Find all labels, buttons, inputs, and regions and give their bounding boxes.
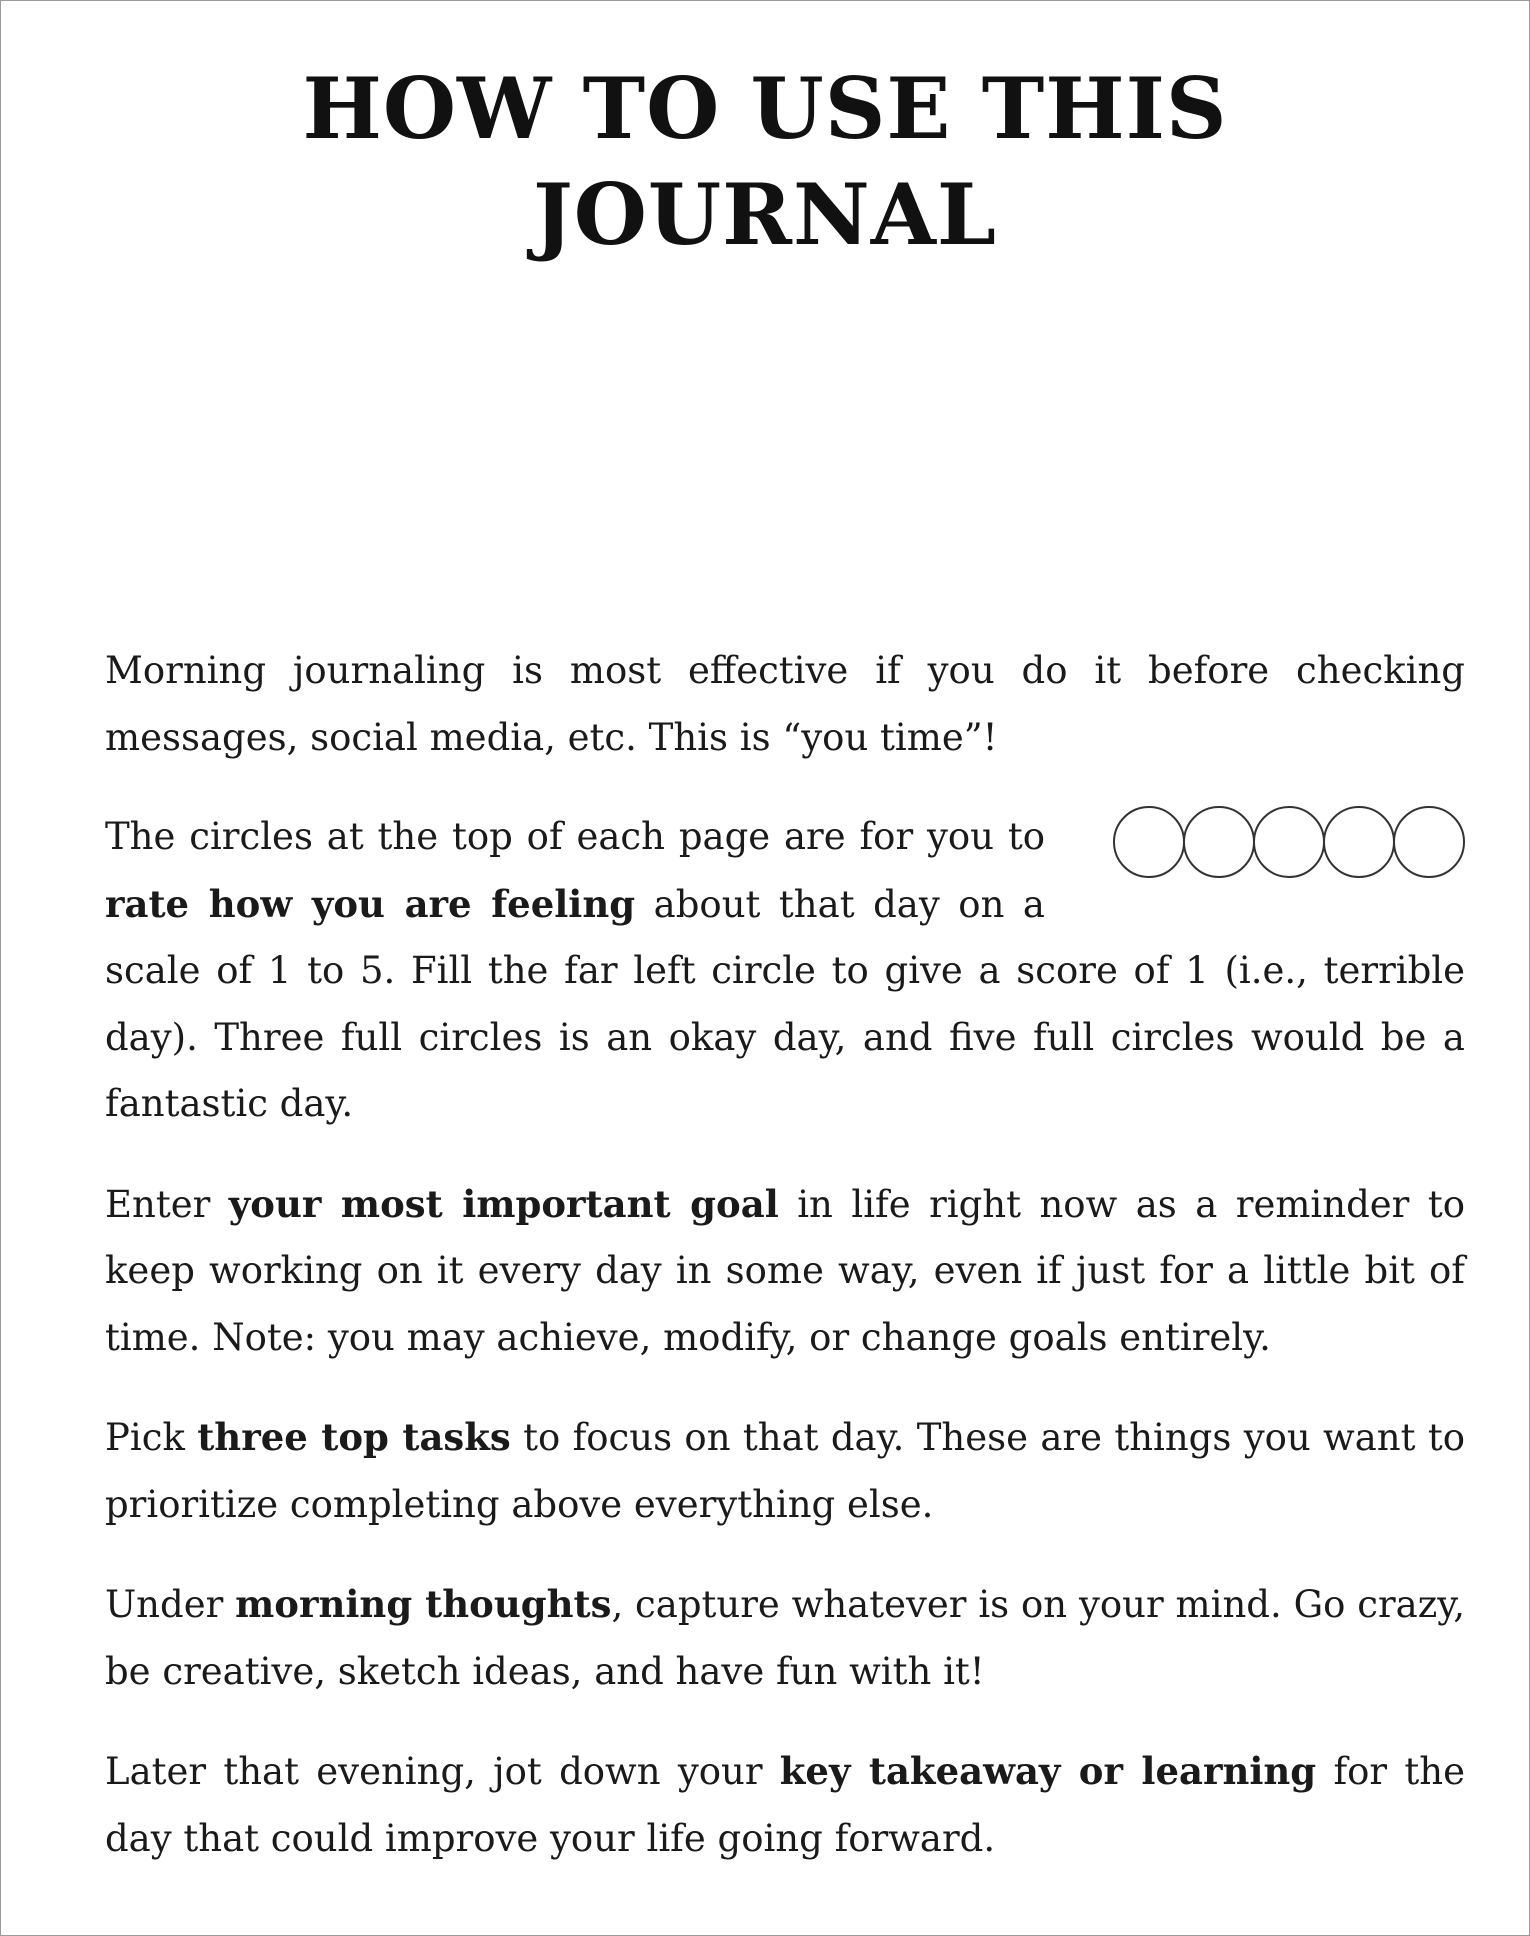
emphasis-text: key takeaway or learning (779, 1749, 1317, 1793)
paragraph-text: to focus on that day. These are things you want to prioritize completing above everything else. (105, 1416, 1465, 1526)
empty-circle-icon (1183, 806, 1255, 878)
emphasis-text: rate how you are feeling (105, 881, 636, 926)
emphasis-text: three top tasks (197, 1415, 511, 1459)
paragraph-text: , capture whatever is on your mind. Go crazy, be creative, sketch ideas, and have fun with it! (105, 1583, 1465, 1693)
paragraph-important-goal (105, 1171, 1465, 1372)
paragraph-text: in life right now as a reminder to keep working on it every day in some way, even if just for a little bit of time. Note: you may achieve, modify, or change goals entirely. (105, 1182, 1465, 1359)
rating-circles-example (1065, 804, 1465, 880)
paragraph-text: Pick (105, 1416, 198, 1459)
page-title-line-2: JOURNAL (533, 165, 997, 264)
emphasis-text: your most important goal (228, 1181, 779, 1226)
page-title (1, 56, 1529, 268)
paragraph-text: Later that evening, jot down your (105, 1750, 780, 1793)
empty-circle-icon (1113, 806, 1185, 878)
empty-circle-icon (1253, 806, 1325, 878)
page-title-line-1: HOW TO USE THIS (302, 59, 1228, 158)
paragraph-key-takeaway (105, 1738, 1465, 1872)
paragraph-text: Morning journaling is most effective if you do it before checking messages, social media, etc. This is “you time”! (105, 649, 1465, 759)
paragraph-rating-circles (105, 804, 1465, 1138)
paragraph-text: for the day that could improve your life going forward. (105, 1750, 1465, 1860)
instructions-body (105, 638, 1465, 1905)
paragraph-morning-journaling (105, 638, 1465, 771)
paragraph-text: about that day on a scale of 1 to 5. Fill the far left circle to give a score of 1 (i.e., terrible day). Three full circles is an okay day, and five full circles would be a fantastic day. (105, 882, 1465, 1125)
paragraph-text: Under (105, 1583, 236, 1626)
paragraph-morning-thoughts (105, 1571, 1465, 1705)
paragraph-top-tasks (105, 1404, 1465, 1538)
paragraph-text: The circles at the top of each page are for you to (105, 815, 1045, 858)
emphasis-text: morning thoughts (235, 1582, 612, 1626)
paragraph-text: Enter (105, 1182, 229, 1226)
empty-circle-icon (1393, 806, 1465, 878)
empty-circle-icon (1323, 806, 1395, 878)
